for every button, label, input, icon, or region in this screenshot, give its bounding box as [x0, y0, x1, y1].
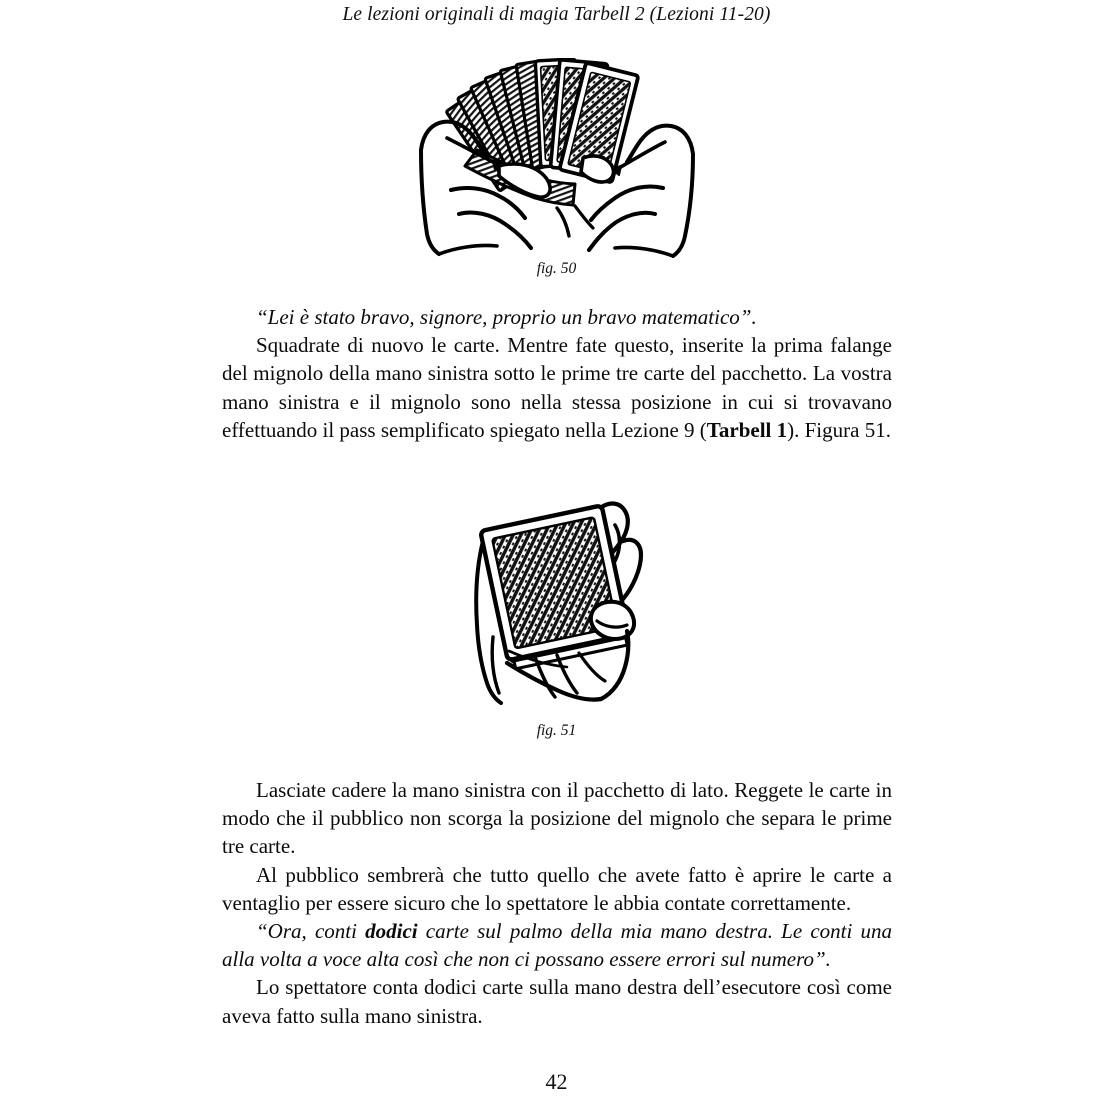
- figure-51-caption: fig. 51: [536, 722, 577, 739]
- tarbell-reference-bold: Tarbell 1: [706, 417, 788, 442]
- figure-51: [0, 495, 1113, 740]
- paragraph-body-2: Lasciate cadere la mano sinistra con il pacchetto di lato. Reggete le carte in modo che il pubblico non scorga la posizione del mignolo che separa le prime tre carte.: [222, 778, 892, 859]
- paragraph-body-1-part-2: ). Figura 51.: [787, 417, 891, 442]
- text-block-upper: [222, 303, 892, 444]
- running-header: Le lezioni originali di magia Tarbell 2 (Lezioni 11-20): [342, 4, 771, 25]
- paragraph-quote-2-part-1: “Ora, conti: [256, 919, 366, 944]
- text-block-lower: [222, 776, 892, 1030]
- hand-holding-packet-illustration: [447, 495, 667, 720]
- paragraph-body-3: Al pubblico sembrerà che tutto quello che avete fatto è aprire le carte a ventaglio per essere sicuro che lo spettatore le abbia contate correttamente.: [222, 862, 892, 915]
- figure-50: [0, 58, 1113, 278]
- paragraph-quote-2: [222, 917, 892, 973]
- paragraph-quote-2-part-2: carte sul palmo della mia mano destra. Le conti una alla volta a voce alta così che non ci possano essere errori sul numero”.: [222, 919, 892, 972]
- paragraph-body-1: [222, 331, 892, 444]
- figure-50-caption: fig. 50: [536, 260, 577, 277]
- dodici-bold: dodici: [365, 919, 418, 944]
- page-number: 42: [545, 1069, 568, 1094]
- paragraph-quote-1: “Lei è stato bravo, signore, proprio un bravo matematico”.: [256, 305, 757, 329]
- paragraph-body-1-part-1: Squadrate di nuovo le carte. Mentre fate questo, inserite la prima falange del mignolo della mano sinistra sotto le prime tre carte del pacchetto. La vostra mano sinistra e il mignolo sono nella stessa posizione in cui si trovavano effettuando il pass semplificato spiegato nella Lezione 9 (: [222, 333, 892, 442]
- fan-of-cards-illustration: [407, 58, 707, 258]
- paragraph-body-4: Lo spettatore conta dodici carte sulla mano destra dell’esecutore così come aveva fatto sulla mano sinistra.: [222, 975, 892, 1028]
